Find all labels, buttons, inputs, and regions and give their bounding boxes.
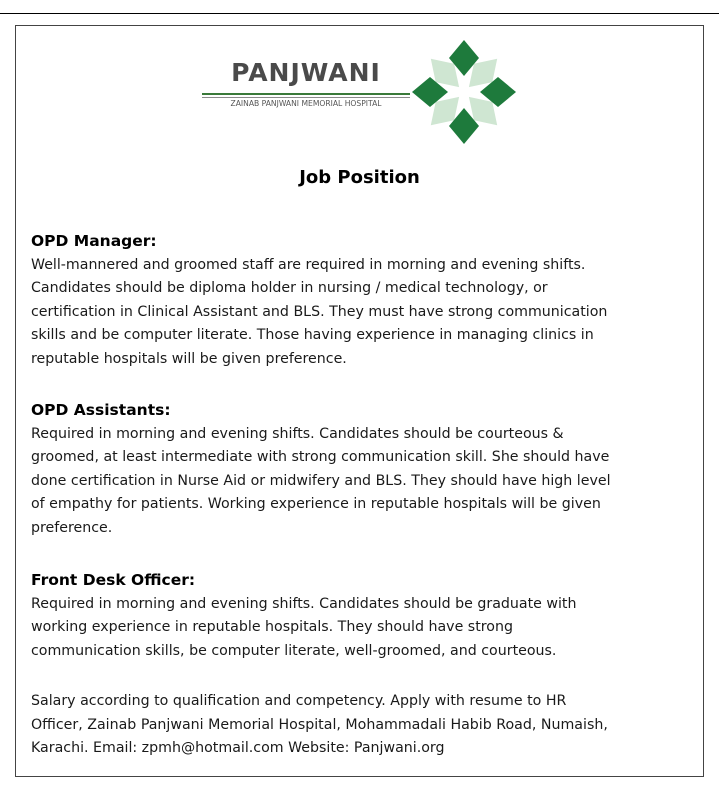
footer-line: Officer, Zainab Panjwani Memorial Hospital, Mohammadali Habib Road, Numaish,	[31, 716, 608, 733]
body-line: reputable hospitals will be given preference.	[31, 350, 347, 367]
body-line: done certification in Nurse Aid or midwifery and BLS. They should have high level	[31, 472, 611, 489]
top-rule	[0, 13, 719, 14]
section-front-desk-officer	[31, 569, 691, 663]
flower-emblem-icon	[412, 40, 516, 144]
section-title: Front Desk Officer:	[31, 571, 196, 589]
body-line: Required in morning and evening shifts. Candidates should be graduate with	[31, 595, 577, 612]
section-body	[31, 254, 691, 372]
body-line: groomed, at least intermediate with strong communication skill. She should have	[31, 449, 610, 465]
hospital-logo	[200, 40, 520, 144]
body-line: Well-mannered and groomed staff are required in morning and evening shifts.	[31, 256, 586, 273]
logo-name: PANJWANI	[231, 58, 381, 87]
body-line: Candidates should be diploma holder in nursing / medical technology, or	[31, 280, 548, 296]
footer-line: Karachi. Email: zpmh@hotmail.com Website: Panjwani.org	[31, 740, 445, 756]
body-line: preference.	[31, 519, 113, 536]
section-title: OPD Assistants:	[31, 401, 171, 419]
body-line: of empathy for patients. Working experience in reputable hospitals will be given	[31, 496, 601, 512]
logo-divider	[202, 93, 410, 95]
section-opd-manager	[31, 230, 691, 371]
body-line: communication skills, be computer literate, well-groomed, and courteous.	[31, 642, 557, 659]
footer-line: Salary according to qualification and competency. Apply with resume to HR	[31, 693, 567, 709]
logo-subtitle: ZAINAB PANJWANI MEMORIAL HOSPITAL	[230, 99, 382, 108]
body-line: working experience in reputable hospitals. They should have strong	[31, 619, 513, 635]
footer-contact	[31, 690, 691, 761]
body-line: Required in morning and evening shifts. Candidates should be courteous &	[31, 425, 564, 442]
body-line: skills and be computer literate. Those having experience in managing clinics in	[31, 327, 594, 343]
section-title: OPD Manager:	[31, 232, 157, 250]
page-title: Job Position	[299, 167, 420, 188]
section-opd-assistants	[31, 399, 691, 540]
body-line: certification in Clinical Assistant and BLS. They must have strong communication	[31, 303, 608, 320]
section-body	[31, 423, 691, 541]
footer-body	[31, 690, 691, 761]
section-body	[31, 593, 691, 664]
logo-divider-secondary	[202, 97, 410, 98]
